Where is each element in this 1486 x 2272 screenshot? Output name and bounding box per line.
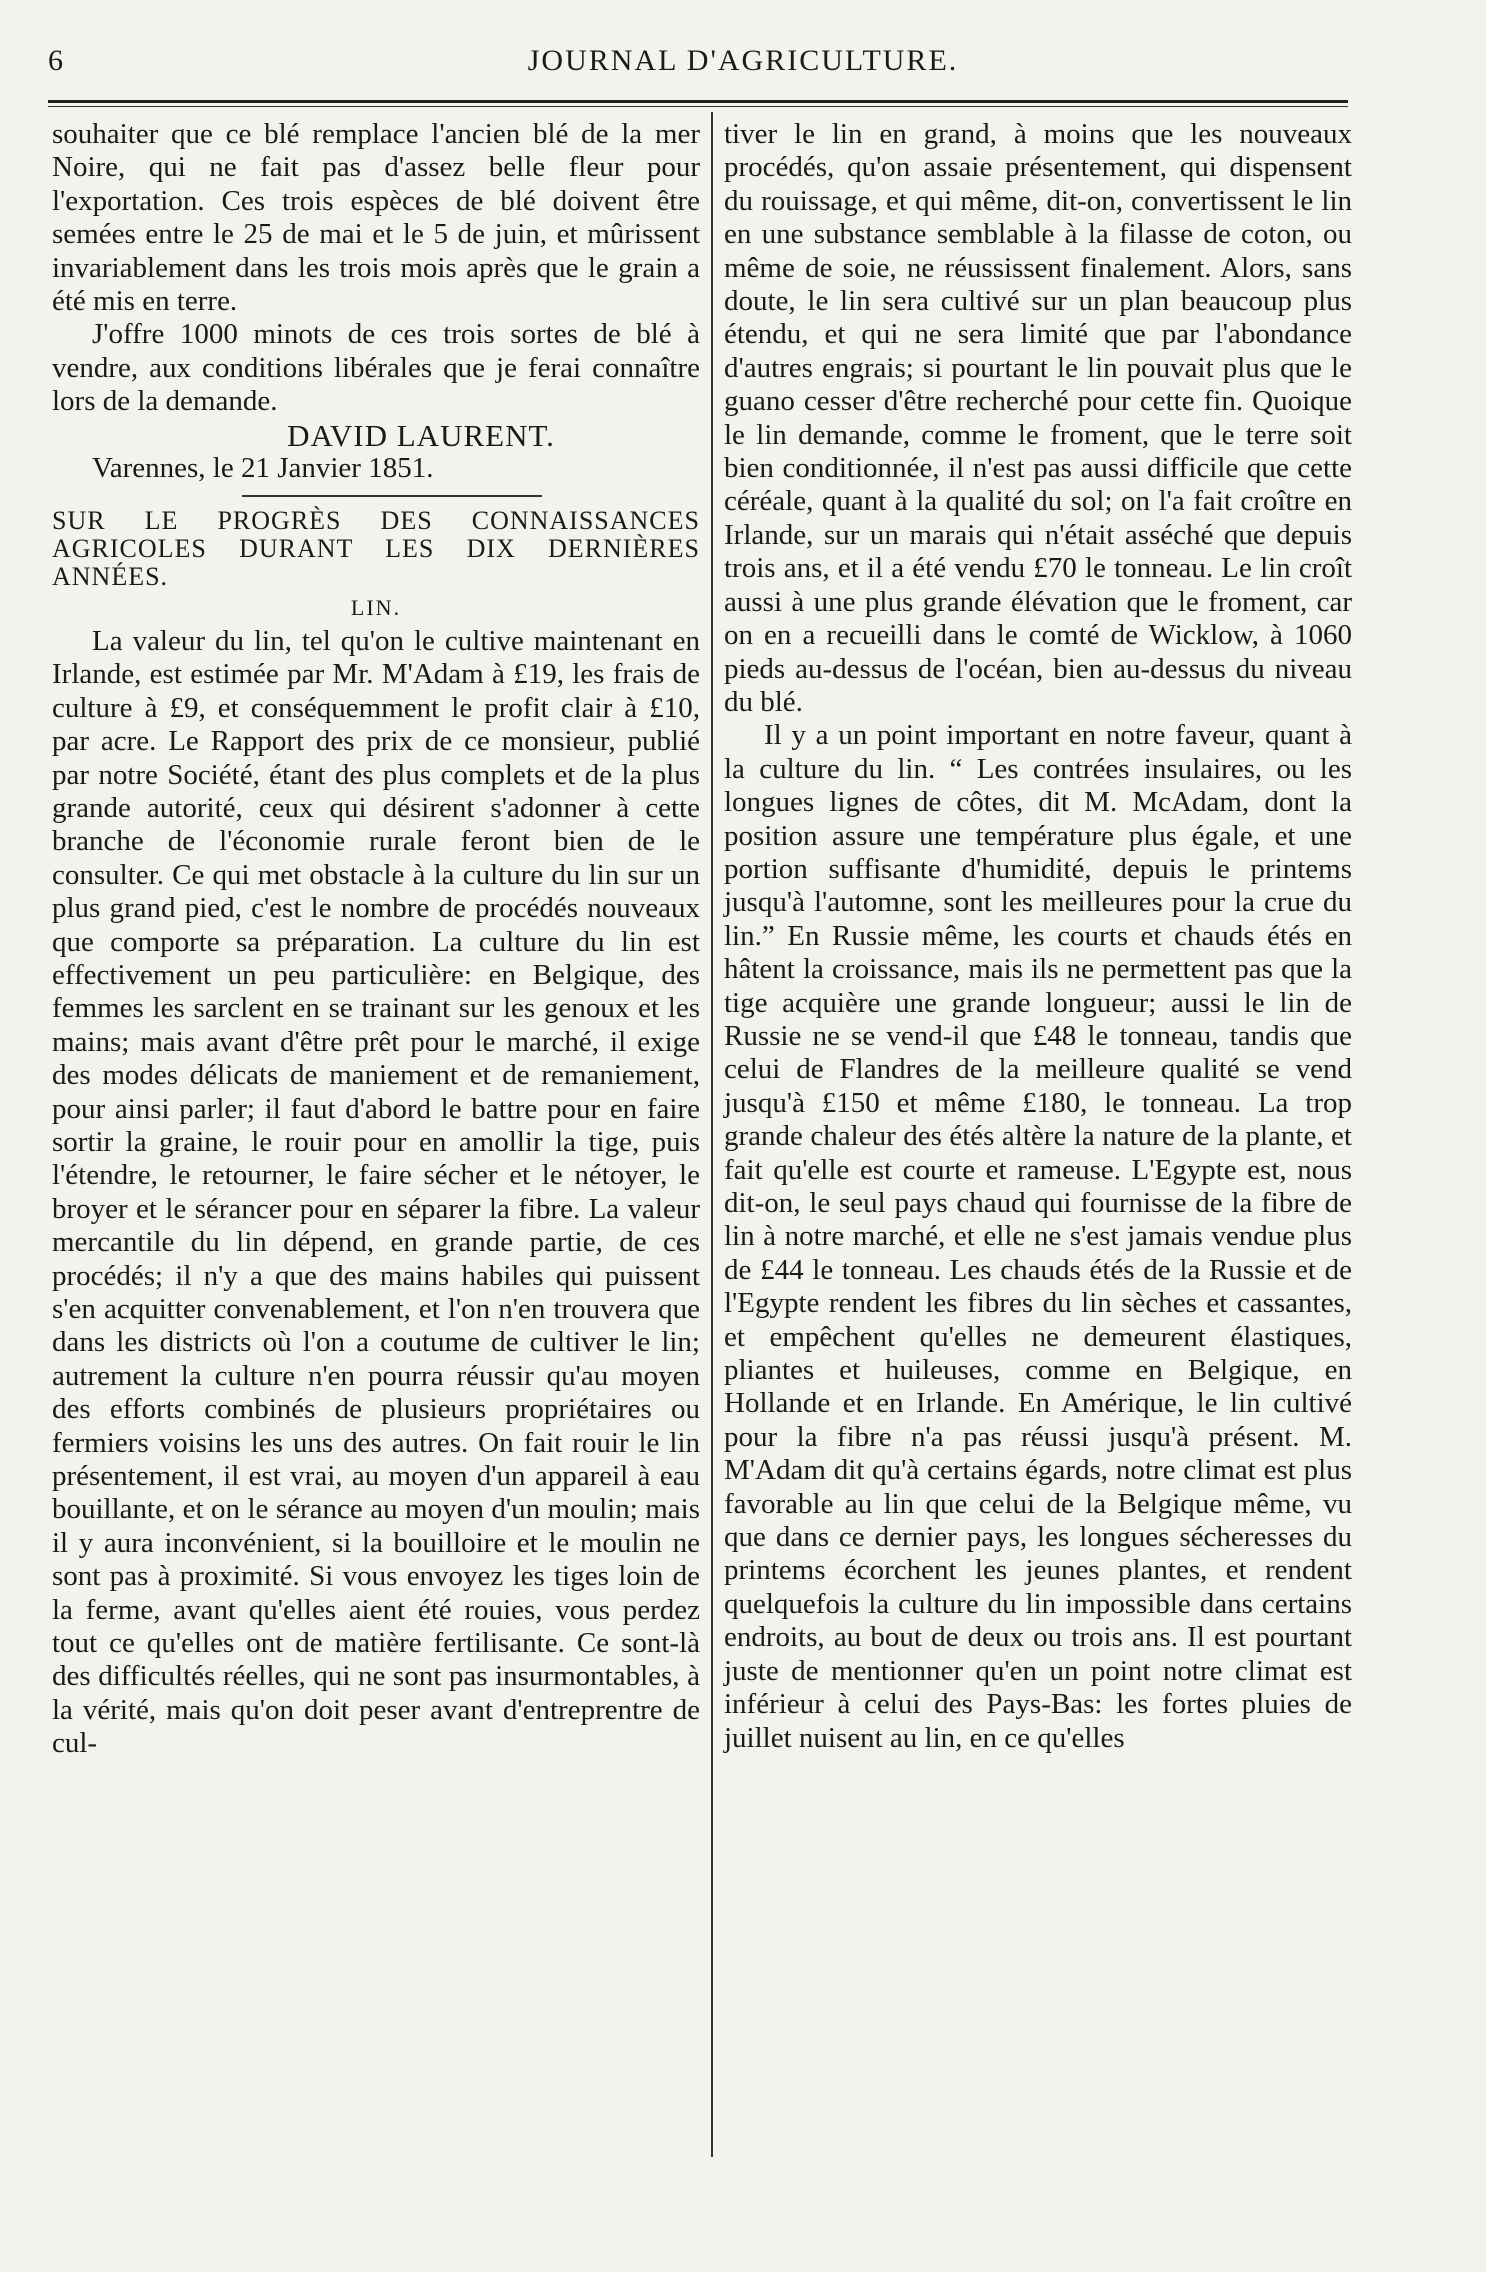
dateline: Varennes, le 21 Janvier 1851.: [92, 452, 434, 485]
section-heading: SUR LE PROGRÈS DES CONNAISSANCES AGRICOLES DURANT LES DIX DERNIÈRES ANNÉES.: [52, 506, 700, 592]
paragraph-offer: J'offre 1000 minots de ces trois sortes de blé à vendre, aux conditions libérales que je ferai connaître lors de la demande.: [52, 318, 700, 418]
page-header: [0, 38, 1486, 88]
section-divider: [242, 495, 542, 497]
left-column: [52, 118, 700, 1761]
column-divider: [711, 112, 713, 2157]
subheading-lin: LIN.: [350, 595, 402, 621]
right-column: [724, 118, 1352, 1755]
signature: DAVID LAURENT.: [287, 417, 555, 453]
page-number: 6: [48, 44, 63, 77]
header-rule-thick: [48, 100, 1348, 103]
running-title: JOURNAL D'AGRICULTURE.: [527, 44, 959, 77]
paragraph-flax-value: La valeur du lin, tel qu'on le cultive maintenant en Irlande, est estimée par Mr. M'Adam à £19, les frais de culture à £9, et conséquemment le profit clair à £10, par acre. Le Rapport des prix de ce monsieur, publié par notre Société, étant des plus complets et de la plus grande autorité, ceux qui désirent s'adonner à cette branche de l'économie rurale feront bien de le consulter. Ce qui met obstacle à la culture du lin sur un plus grand pied, c'est le nombre de procédés nouveaux que comporte sa préparation. La culture du lin est effectivement un peu particulière: en Belgique, des femmes les sarclent en se trainant sur les genoux et les mains; mais avant d'être prêt pour le marché, il exige des modes délicats de maniement et de remaniement, pour ainsi parler; il faut d'abord le battre pour en faire sortir la graine, le rouir pour en amollir la tige, puis l'étendre, le retourner, le faire sécher et le nétoyer, le broyer et le sérancer pour en séparer la fibre. La valeur mercantile du lin dépend, en grande partie, de ces procédés; il n'y a que des mains habiles qui puissent s'en acquitter convenablement, et l'on n'en trouvera que dans les districts où l'on a coutume de cultiver le lin; autrement la culture n'en pourra réussir qu'au moyen des efforts combinés de plusieurs propriétaires ou fermiers voisins les uns des autres. On fait rouir le lin présentement, il est vrai, au moyen d'un appareil à eau bouillante, et on le sérance au moyen d'un moulin; mais il y aura inconvénient, si la bouilloire et le moulin ne sont pas à proximité. Si vous envoyez les tiges loin de la ferme, avant qu'elles aient été rouies, vous perdez tout ce qu'elles ont de matière fertilisante. Ce sont-là des difficultés réelles, qui ne sont pas insurmontables, à la vérité, mais qu'on doit peser avant d'entreprentre de cul-: [52, 624, 700, 1760]
paragraph-climate: Il y a un point important en notre faveur, quant à la culture du lin. “ Les contrées insulaires, ou les longues lignes de côtes, dit M. McAdam, dont la position assure une température plus égale, et une portion suffisante d'humidité, depuis le printems jusqu'à l'automne, sont les meilleures pour la crue du lin.” En Russie même, les courts et chauds étés en hâtent la croissance, mais ils ne permettent pas que la tige acquière une grande longueur; aussi le lin de Russie ne se vend-il que £48 le tonneau, tandis que celui de Flandres de la meilleure qualité se vend jusqu'à £150 et même £180, le tonneau. La trop grande chaleur des étés altère la nature de la plante, et fait qu'elle est courte et rameuse. L'Egypte est, nous dit-on, le seul pays chaud qui fournisse de la fibre de lin à notre marché, et elle ne s'est jamais vendue plus de £44 le tonneau. Les chauds étés de la Russie et de l'Egypte rendent les fibres du lin sèches et cassantes, et empêchent qu'elles ne demeurent élastiques, pliantes et huileuses, comme en Belgique, en Hollande et en Irlande. En Amérique, le lin cultivé pour la fibre n'a pas réussi jusqu'à présent. M. M'Adam dit qu'à certains égards, notre climat est plus favorable au lin que celui de la Belgique même, vu que dans ce dernier pays, les longues sécheresses du printems écorchent les jeunes plantes, et rendent quelquefois la culture du lin impossible dans certains endroits, au bout de deux ou trois ans. Il est pourtant juste de mentionner qu'en un point notre climat est inférieur à celui des Pays-Bas: les fortes pluies de juillet nuisent au lin, en ce qu'elles: [724, 719, 1352, 1754]
paragraph-flax-continuation: tiver le lin en grand, à moins que les nouveaux procédés, qu'on assaie présentement, qui dispensent du rouissage, et qui même, dit-on, convertissent le lin en une substance semblable à la filasse de coton, ou même de soie, ne réussissent finalement. Alors, sans doute, le lin sera cultivé sur un plan beaucoup plus étendu, et qui ne sera limité que par l'abondance d'autres engrais; si pourtant le lin pouvait plus que le guano cesser d'être recherché pour cette fin. Quoique le lin demande, comme le froment, que le terre soit bien conditionnée, il n'est pas aussi difficile que cette céréale, quant à la qualité du sol; on l'a fait croître en Irlande, sur un marais qui n'était asséché que depuis trois ans, et il a été vendu £70 le tonneau. Le lin croît aussi à une plus grande élévation que le froment, car on en a recueilli dans le comté de Wicklow, à 1060 pieds au-dessus de l'océan, bien au-dessus du niveau du blé.: [724, 118, 1352, 718]
paragraph-wheat-continuation: souhaiter que ce blé remplace l'ancien blé de la mer Noire, qui ne fait pas d'assez belle fleur pour l'exportation. Ces trois espèces de blé doivent être semées entre le 25 de mai et le 5 de juin, et mûrissent invariablement dans les trois mois après que le grain a été mis en terre.: [52, 118, 700, 318]
header-rule-thin: [48, 106, 1348, 107]
